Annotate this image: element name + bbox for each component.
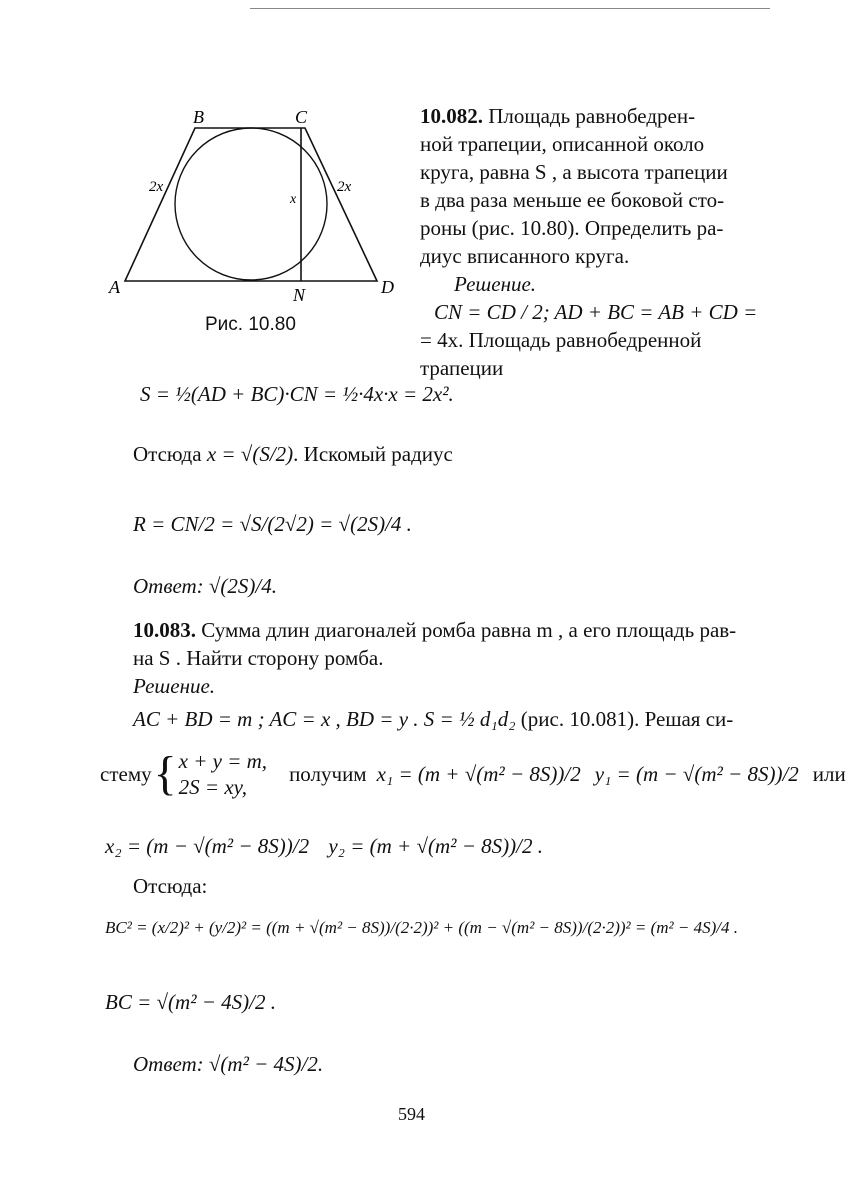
- fig-ref: (рис. 10.081). Решая си-: [520, 707, 734, 731]
- label-d: D: [381, 277, 394, 297]
- problem-line: диус вписанного круга.: [420, 244, 630, 268]
- bc-formula: BC = √(m² − 4S)/2 .: [105, 990, 276, 1014]
- solution-line: трапеции: [420, 356, 504, 380]
- figure-caption: Рис. 10.80: [205, 314, 296, 335]
- radius-formula: R = CN/2 = √S/(2√2) = √(2S)/4 .: [133, 512, 412, 536]
- solution-line: CN = CD / 2; AD + BC = AB + CD =: [434, 300, 758, 324]
- hence-line: [133, 440, 453, 468]
- get-word: получим: [289, 762, 367, 786]
- system-word: стему: [100, 762, 152, 786]
- problem-10-082: [420, 102, 760, 382]
- y1-formula: y₁ = (m − √(m² − 8S))/2: [594, 762, 799, 786]
- x2-y2-line: [105, 832, 543, 860]
- problem-line: Сумма длин диагоналей ромба равна m , а его площадь рав-: [201, 618, 737, 642]
- problem-number: 10.082.: [420, 104, 483, 128]
- formula-area: S = ½(AD + BC)·CN = ½·4x·x = 2x².: [140, 382, 454, 406]
- label-left-side: 2x: [149, 179, 164, 195]
- x-expression: x = √(S/2): [206, 442, 294, 466]
- problem-line: Площадь равнобедрен-: [488, 104, 696, 128]
- answer-label: Ответ:: [133, 574, 204, 598]
- answer-1: [133, 572, 277, 600]
- problem-10-083: [133, 616, 753, 700]
- label-b: B: [193, 107, 204, 127]
- answer-value: √(2S)/4.: [208, 574, 278, 598]
- solution-label: Решение.: [133, 674, 216, 698]
- trapezoid-figure: [105, 105, 405, 305]
- page-number: 594: [398, 1104, 425, 1124]
- brace: {: [153, 747, 177, 800]
- problem-line: в два раза меньше ее боковой сто-: [420, 188, 725, 212]
- system-line: [100, 748, 846, 800]
- x2-formula: x₂ = (m − √(m² − 8S))/2: [105, 834, 310, 858]
- label-x: x: [290, 192, 297, 207]
- answer-label: Ответ:: [133, 1052, 204, 1076]
- bc-squared-formula: BC² = (x/2)² + (y/2)² = ((m + √(m² − 8S))/(2·2))² + ((m − √(m² − 8S))/(2·2))² = (m² − 4S)/4 .: [105, 918, 739, 937]
- problem-line: ной трапеции, описанной около: [420, 132, 705, 156]
- system-eq-1: x + y = m,: [178, 749, 268, 773]
- label-a: A: [109, 277, 120, 297]
- label-n: N: [293, 285, 306, 305]
- solution-line: = 4x. Площадь равнобедренной: [420, 328, 702, 352]
- trapezoid-shape: [125, 128, 377, 281]
- system-eq-2: 2S = xy,: [178, 775, 248, 799]
- conditions-line: [133, 705, 733, 733]
- label-right-side: 2x: [337, 179, 352, 195]
- or-word: или: [812, 762, 846, 786]
- sought-text: . Искомый радиус: [293, 442, 453, 466]
- conditions: AC + BD = m ; AC = x , BD = y . S = ½ d₁d₂: [133, 707, 516, 731]
- hence-word-2: Отсюда:: [133, 874, 208, 898]
- answer-2: [133, 1050, 323, 1078]
- hence-word: Отсюда: [133, 442, 202, 466]
- x1-formula: x₁ = (m + √(m² − 8S))/2: [376, 762, 581, 786]
- system: [179, 748, 267, 800]
- y2-formula: y₂ = (m + √(m² − 8S))/2 .: [328, 834, 543, 858]
- inscribed-circle: [175, 128, 327, 280]
- header-rule: [250, 8, 770, 9]
- problem-line: на S . Найти сторону ромба.: [133, 646, 384, 670]
- problem-line: роны (рис. 10.80). Определить ра-: [420, 216, 724, 240]
- solution-label: Решение.: [454, 272, 537, 296]
- label-c: C: [295, 107, 308, 127]
- answer-value: √(m² − 4S)/2.: [208, 1052, 324, 1076]
- problem-number: 10.083.: [133, 618, 196, 642]
- problem-line: круга, равна S , а высота трапеции: [420, 160, 728, 184]
